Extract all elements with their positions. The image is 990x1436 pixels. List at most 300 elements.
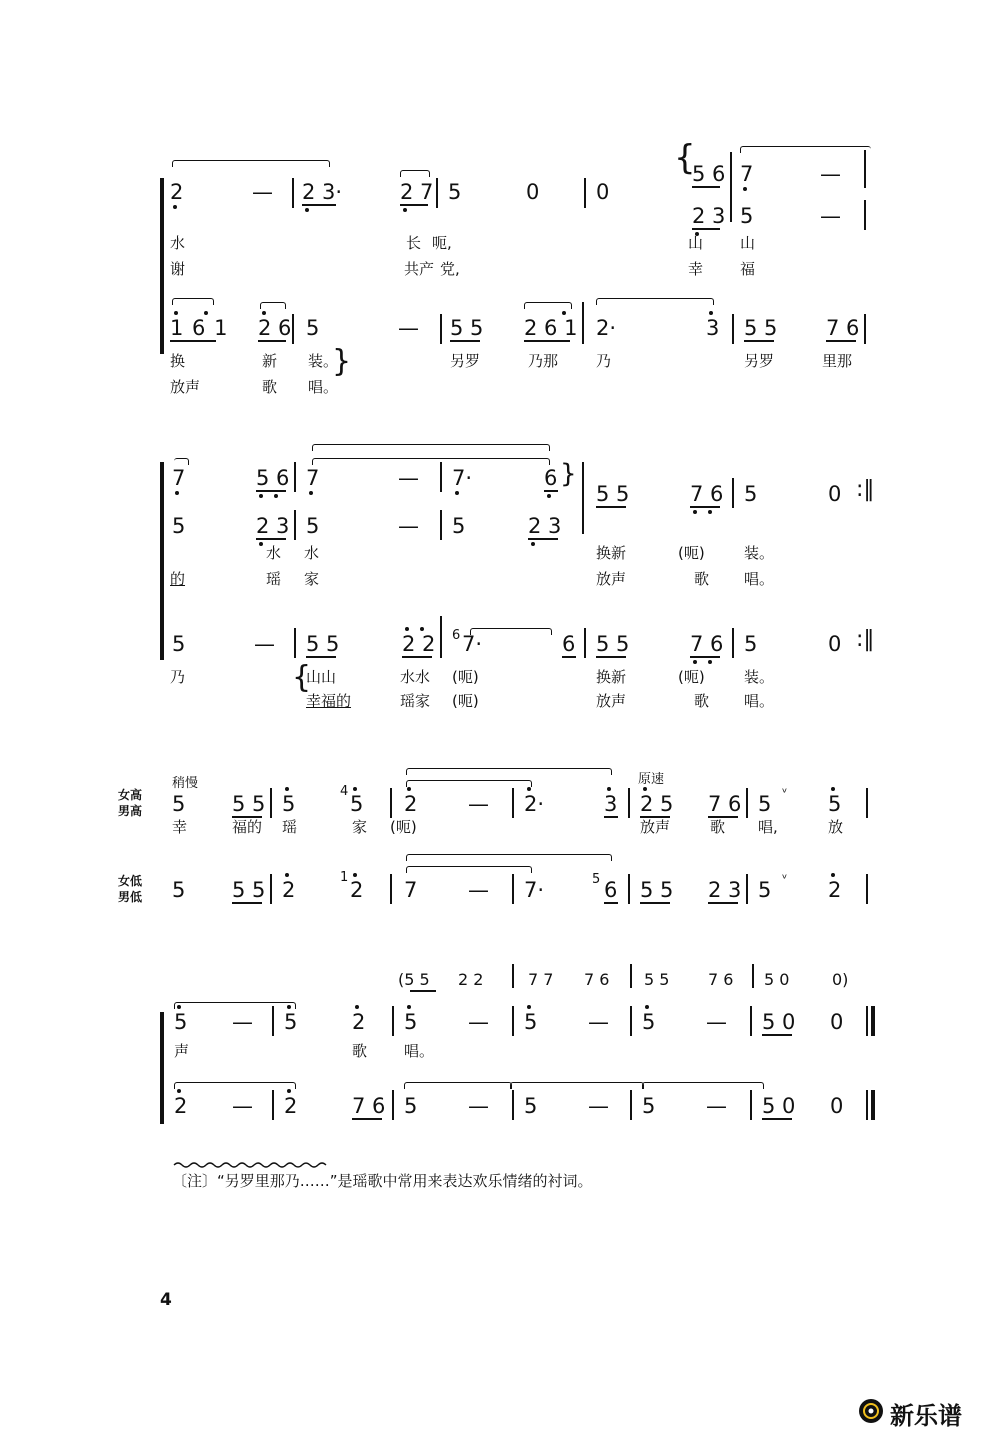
barline <box>440 616 442 658</box>
lyric: 声 <box>174 1042 190 1060</box>
note: 5 <box>452 514 466 538</box>
dash: — <box>820 204 841 228</box>
barline <box>270 874 272 904</box>
note: 1 6 1 <box>170 316 229 340</box>
dash: — <box>468 1094 489 1118</box>
underline <box>708 902 738 904</box>
slur <box>312 444 550 451</box>
note: 7· <box>524 878 545 902</box>
high-octave-dot <box>607 787 611 791</box>
voice-label: 女高 <box>118 788 143 802</box>
note: 7· <box>452 466 473 490</box>
note: 2 3· <box>302 180 343 204</box>
lyric: 歌 <box>694 692 710 710</box>
slur <box>312 458 550 465</box>
barline <box>732 314 734 344</box>
lyric: 的 <box>170 570 186 588</box>
lyric: 里那 <box>822 352 853 370</box>
low-octave-dot <box>547 494 551 498</box>
lyric: 瑶 <box>266 570 282 588</box>
barline <box>272 1006 274 1036</box>
dash: — <box>252 180 273 204</box>
dash: — <box>468 792 489 816</box>
lyric: 乃那 <box>528 352 559 370</box>
lyric: 另罗 <box>450 352 481 370</box>
voice-label: 男高 <box>118 804 143 818</box>
note: 5 <box>306 514 320 538</box>
repeat-end: :‖ <box>856 627 875 652</box>
low-octave-dot <box>455 491 459 495</box>
barline <box>512 1006 514 1036</box>
slur <box>524 302 572 309</box>
lyric: 另罗 <box>744 352 775 370</box>
lyric: 福 <box>740 260 756 278</box>
underline <box>352 1118 382 1120</box>
note: 5 <box>172 632 186 656</box>
barline <box>294 462 296 492</box>
lyric: 幸 <box>172 818 188 836</box>
underline <box>258 340 286 342</box>
note: 5 <box>448 180 462 204</box>
slur <box>174 458 189 465</box>
note: 6 <box>604 878 618 902</box>
slur <box>642 1082 764 1089</box>
note: 5 <box>642 1094 656 1118</box>
slur <box>406 866 532 873</box>
system-bracket <box>160 462 170 660</box>
high-octave-dot <box>285 873 289 877</box>
low-octave-dot <box>531 542 535 546</box>
lyric: 唱。 <box>308 378 339 396</box>
barline <box>732 478 734 508</box>
barline <box>584 628 586 658</box>
note: 5 5 <box>306 632 340 656</box>
lyric: 装。 <box>744 544 775 562</box>
lyric: 山 <box>688 234 704 252</box>
lyric: 放声 <box>596 570 627 588</box>
barline <box>440 314 442 344</box>
grace-note: 1 <box>340 870 349 885</box>
lyric: 呃, <box>432 234 452 252</box>
slur <box>172 298 214 305</box>
note: 5 5 <box>596 632 630 656</box>
high-octave-dot <box>177 1089 181 1093</box>
high-octave-dot <box>562 311 566 315</box>
note: 2 3 <box>256 514 290 538</box>
lyric: 水 <box>304 544 320 562</box>
lyric: 谢 <box>170 260 186 278</box>
barline <box>864 314 866 344</box>
lyric: 装。 <box>744 668 775 686</box>
instrumental-note: 5 5 <box>644 970 670 989</box>
barline <box>512 1090 514 1120</box>
barline <box>746 788 748 818</box>
note: 6 <box>544 466 558 490</box>
system-bracket <box>160 1012 170 1124</box>
lyric: 乃 <box>170 668 186 686</box>
lyric: 瑶 <box>282 818 298 836</box>
barline <box>630 1090 632 1120</box>
note: 7 <box>404 878 418 902</box>
voice-label: 女低 <box>118 874 143 888</box>
lyric: 歌 <box>262 378 278 396</box>
dash: — <box>398 316 419 340</box>
note: 2 3 <box>708 878 742 902</box>
note: 7 <box>740 162 754 186</box>
underline <box>170 340 216 342</box>
barline <box>746 874 748 904</box>
underline <box>762 1034 792 1036</box>
high-octave-dot <box>262 311 266 315</box>
note: 7 6 <box>352 1094 386 1118</box>
dash: — <box>468 1010 489 1034</box>
lyric: 放声 <box>640 818 671 836</box>
underline <box>306 656 336 658</box>
high-octave-dot <box>287 1089 291 1093</box>
underline <box>562 656 576 658</box>
lyric: 唱。 <box>404 1042 435 1060</box>
underline <box>450 340 480 342</box>
underline <box>604 816 618 818</box>
low-octave-dot <box>259 494 263 498</box>
lyric: 幸 <box>688 260 704 278</box>
barline <box>630 964 632 988</box>
underline <box>410 990 436 992</box>
barline <box>730 152 732 222</box>
barline <box>582 302 584 344</box>
low-octave-dot <box>743 187 747 191</box>
underline <box>256 490 286 492</box>
note: 5 <box>758 792 772 816</box>
note: 5 <box>524 1094 538 1118</box>
page-number: 4 <box>160 1290 172 1310</box>
note: 5 6 <box>256 466 290 490</box>
underline <box>544 490 558 492</box>
lyric: (呃) <box>678 544 705 562</box>
lyric: 共产 <box>404 260 435 278</box>
slur <box>470 628 552 635</box>
brace: { <box>292 660 312 695</box>
note: 5 5 <box>450 316 484 340</box>
note: 5 <box>172 514 186 538</box>
rest: 0 <box>830 1094 844 1118</box>
note: 5 0 <box>762 1094 796 1118</box>
barline <box>628 788 630 818</box>
lyric: 水 <box>170 234 186 252</box>
note: 5 5 <box>232 792 266 816</box>
note: 5 <box>172 878 186 902</box>
note: 7 <box>172 466 186 490</box>
note: 5 <box>284 1010 298 1034</box>
note: 2 7 <box>400 180 434 204</box>
barline <box>512 874 514 904</box>
underline <box>528 538 558 540</box>
note: 5 5 <box>744 316 778 340</box>
low-octave-dot <box>708 510 712 514</box>
note: 5 <box>642 1010 656 1034</box>
barline <box>440 462 442 492</box>
note: 2 <box>828 878 842 902</box>
underline <box>690 506 720 508</box>
lyric: 放声 <box>170 378 201 396</box>
high-octave-dot <box>643 787 647 791</box>
note: 5 <box>524 1010 538 1034</box>
lyric: 家 <box>304 570 320 588</box>
high-octave-dot <box>204 311 208 315</box>
breath-mark: ᵛ <box>782 872 788 887</box>
lyric: 换新 <box>596 668 627 686</box>
dash: — <box>398 514 419 538</box>
grace-note: 4 <box>340 784 349 799</box>
barline <box>866 1090 868 1120</box>
barline <box>630 1006 632 1036</box>
slur <box>174 1002 296 1009</box>
dash: — <box>588 1010 609 1034</box>
voice-label: 男低 <box>118 890 143 904</box>
lyric: 歌 <box>352 1042 368 1060</box>
note: 5 <box>404 1010 418 1034</box>
brace: } <box>332 344 352 379</box>
high-octave-dot <box>709 311 713 315</box>
lyric: 唱。 <box>744 570 775 588</box>
underline <box>256 538 286 540</box>
note: 7 6 <box>708 792 742 816</box>
high-octave-dot <box>831 873 835 877</box>
note: 2 <box>350 878 364 902</box>
note: 2 3 <box>692 204 726 228</box>
note: 6 <box>562 632 576 656</box>
note: 5 <box>744 632 758 656</box>
note: 5 <box>350 792 364 816</box>
note: 7 6 <box>690 482 724 506</box>
lyric: 歌 <box>694 570 710 588</box>
underline <box>400 204 428 206</box>
note: 5 <box>404 1094 418 1118</box>
lyric: 幸福的 <box>306 692 352 710</box>
lyric: (呃) <box>452 692 479 710</box>
note: 2· <box>596 316 617 340</box>
note: 5 <box>740 204 754 228</box>
slur <box>406 854 612 861</box>
slur <box>406 780 532 787</box>
barline <box>750 1006 752 1036</box>
lyric: 水 <box>266 544 282 562</box>
repeat-end: :‖ <box>856 477 875 502</box>
note: 2 6 1 <box>524 316 578 340</box>
rest: 0 <box>828 632 842 656</box>
underline <box>762 1118 792 1120</box>
slur <box>596 298 714 305</box>
brace: } <box>560 459 577 489</box>
tempo-marking: 稍慢 <box>172 776 199 791</box>
grace-note: 5 <box>592 872 601 887</box>
note: 2 5 <box>640 792 674 816</box>
barline <box>390 874 392 904</box>
instrumental-note: (5 5 <box>398 970 430 989</box>
slur <box>406 768 612 775</box>
dash: — <box>588 1094 609 1118</box>
high-octave-dot <box>527 1005 531 1009</box>
underline <box>524 340 570 342</box>
note: 5 <box>174 1010 188 1034</box>
barline <box>294 510 296 540</box>
underline <box>596 656 626 658</box>
barline <box>864 200 866 230</box>
underline <box>692 228 720 230</box>
barline <box>866 788 868 818</box>
underline <box>690 656 720 658</box>
note: 2 <box>170 180 184 204</box>
low-octave-dot <box>175 491 179 495</box>
rest: 0 <box>596 180 610 204</box>
note: 2 3 <box>528 514 562 538</box>
barline <box>292 314 294 344</box>
note: 3 <box>706 316 720 340</box>
note: 5 6 <box>692 162 726 186</box>
instrumental-note: 0) <box>832 970 849 989</box>
lyric: 换新 <box>596 544 627 562</box>
underline <box>692 186 720 188</box>
high-octave-dot <box>527 787 531 791</box>
note: 2 <box>282 878 296 902</box>
underline <box>826 340 856 342</box>
logo-text: 新乐谱 <box>890 1402 962 1430</box>
rest: 0 <box>828 482 842 506</box>
lyric: 水水 <box>400 668 431 686</box>
dash: — <box>706 1010 727 1034</box>
note: 3 <box>604 792 618 816</box>
high-octave-dot <box>405 627 409 631</box>
note: 5 <box>282 792 296 816</box>
note: 5 0 <box>762 1010 796 1034</box>
barline <box>512 964 514 988</box>
high-octave-dot <box>407 1005 411 1009</box>
underline <box>604 902 618 904</box>
barline <box>732 628 734 658</box>
barline <box>864 150 866 188</box>
grace-note: 6 <box>452 628 461 643</box>
lyric: (呃) <box>678 668 705 686</box>
instrumental-note: 7 6 <box>708 970 734 989</box>
underline <box>596 506 626 508</box>
instrumental-note: 2 2 <box>458 970 484 989</box>
barline <box>392 1090 394 1120</box>
note: 5 5 <box>232 878 266 902</box>
lyric: 山山 <box>306 668 337 686</box>
low-octave-dot <box>403 208 407 212</box>
underline <box>402 656 432 658</box>
high-octave-dot <box>353 873 357 877</box>
lyric: (呃) <box>452 668 479 686</box>
low-octave-dot <box>259 542 263 546</box>
dash: — <box>232 1010 253 1034</box>
low-octave-dot <box>305 208 309 212</box>
high-octave-dot <box>645 1005 649 1009</box>
note: 7 6 <box>826 316 860 340</box>
low-octave-dot <box>693 660 697 664</box>
note: 2 2 <box>402 632 436 656</box>
barline <box>628 874 630 904</box>
low-octave-dot <box>274 494 278 498</box>
dash: — <box>254 632 275 656</box>
barline <box>392 1006 394 1036</box>
high-octave-dot <box>355 1005 359 1009</box>
underline <box>640 902 670 904</box>
slur <box>172 160 330 167</box>
lyric: 放声 <box>596 692 627 710</box>
lyric: 新 <box>262 352 278 370</box>
slur <box>260 302 286 309</box>
wavy-divider <box>174 1160 326 1170</box>
note: 2 <box>174 1094 188 1118</box>
underline <box>232 902 262 904</box>
barline <box>866 1006 868 1036</box>
rest: 0 <box>830 1010 844 1034</box>
lyric: 瑶家 <box>400 692 431 710</box>
barline <box>866 874 868 904</box>
lyric: (呃) <box>390 818 417 836</box>
low-octave-dot <box>693 510 697 514</box>
instrumental-note: 5 0 <box>764 970 790 989</box>
barline <box>390 788 392 818</box>
note: 5 <box>744 482 758 506</box>
breath-mark: ᵛ <box>782 786 788 801</box>
barline <box>294 628 296 658</box>
tempo-marking: 原速 <box>638 772 665 787</box>
note: 2 <box>284 1094 298 1118</box>
slur <box>400 170 430 177</box>
final-barline <box>871 1006 875 1036</box>
note: 5 5 <box>596 482 630 506</box>
barline <box>272 1090 274 1120</box>
lyric: 唱。 <box>744 692 775 710</box>
lyric: 党, <box>440 260 460 278</box>
slur <box>510 1082 644 1089</box>
lyric: 换 <box>170 352 186 370</box>
barline <box>440 510 442 540</box>
underline <box>744 340 774 342</box>
barline <box>292 178 294 208</box>
slur <box>740 146 871 153</box>
barline <box>750 1090 752 1120</box>
lyric: 唱, <box>758 818 778 836</box>
lyric: 福的 <box>232 818 263 836</box>
lyric: 歌 <box>710 818 726 836</box>
lyric: 山 <box>740 234 756 252</box>
final-barline <box>871 1090 875 1120</box>
note: 5 <box>306 316 320 340</box>
lyric: 装。 <box>308 352 339 370</box>
high-octave-dot <box>353 787 357 791</box>
note: 2 <box>404 792 418 816</box>
note: 5 <box>828 792 842 816</box>
note: 5 <box>172 792 186 816</box>
slur <box>174 1082 296 1089</box>
high-octave-dot <box>287 1005 291 1009</box>
lyric: 长 <box>406 234 422 252</box>
low-octave-dot <box>173 205 177 209</box>
barline <box>436 178 438 208</box>
barline <box>270 788 272 818</box>
barline <box>752 964 754 988</box>
barline <box>512 788 514 818</box>
lyric: 放 <box>828 818 844 836</box>
note: 5 5 <box>640 878 674 902</box>
dash: — <box>232 1094 253 1118</box>
vinyl-record-icon <box>858 1398 884 1424</box>
low-octave-dot <box>309 491 313 495</box>
high-octave-dot <box>420 627 424 631</box>
